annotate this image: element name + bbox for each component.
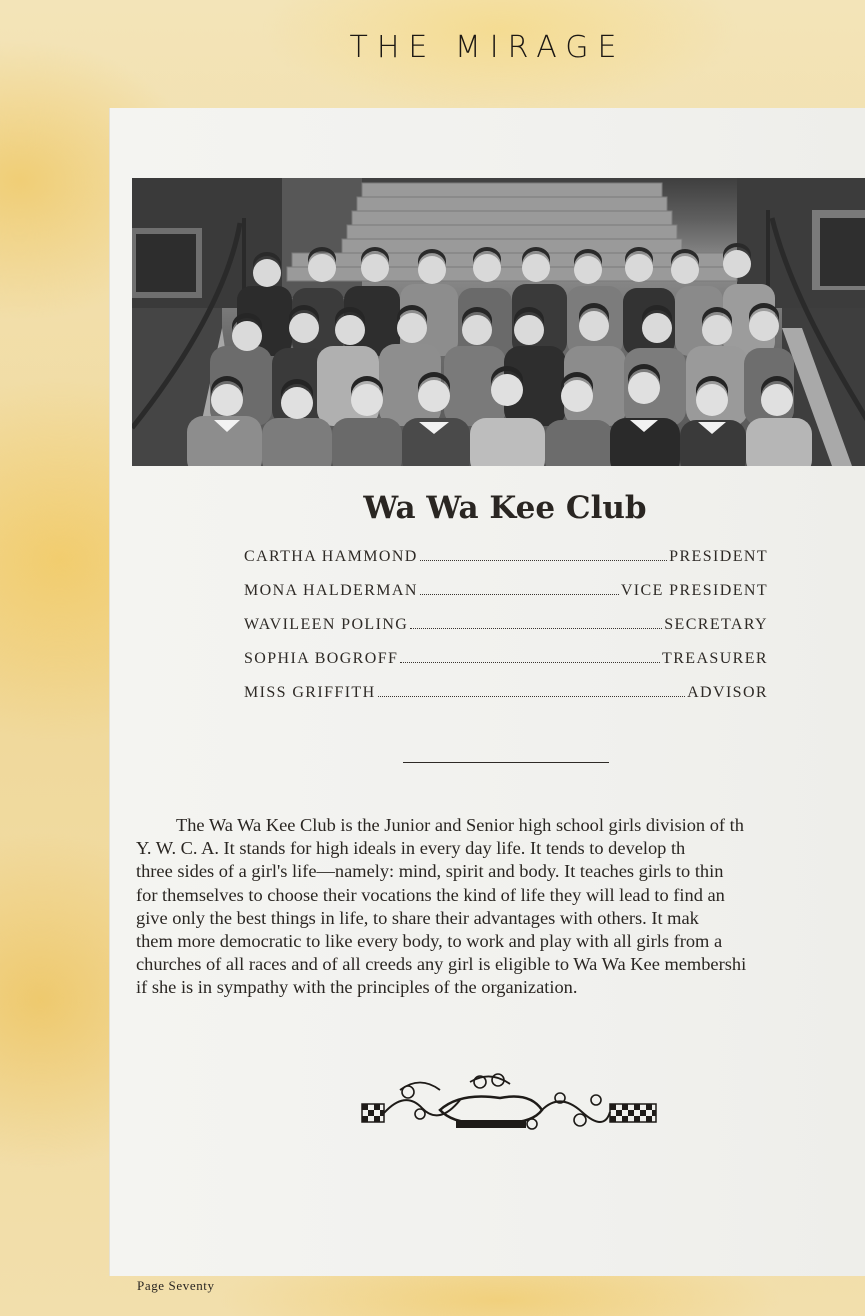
officer-row	[244, 684, 768, 718]
page-number: Page Seventy	[137, 1278, 215, 1293]
officer-row	[244, 582, 768, 616]
group-photo	[132, 178, 865, 466]
officer-row	[244, 616, 768, 650]
paragraph-line: churches of all races and of all creeds any girl is eligible to Wa Wa Kee membershi	[136, 954, 747, 975]
officer-name: MONA HALDERMAN	[244, 582, 418, 599]
paragraph-line: them more democratic to like every body, to work and play with all girls from a	[136, 931, 723, 952]
officer-office: VICE PRESIDENT	[620, 582, 768, 599]
officers-list	[244, 548, 768, 718]
paragraph-line: if she is in sympathy with the principles of the organization.	[136, 977, 578, 998]
officer-office: ADVISOR	[687, 684, 768, 701]
leader-dots	[410, 616, 662, 629]
club-description	[136, 814, 865, 1000]
officer-name: SOPHIA BOGROFF	[244, 650, 399, 667]
officer-name: MISS GRIFFITH	[244, 684, 376, 701]
leader-dots	[378, 684, 686, 697]
paragraph-line: The Wa Wa Kee Club is the Junior and Senior high school girls division of th	[176, 815, 744, 835]
officer-name: WAVILEEN POLING	[244, 616, 409, 633]
officer-office: SECRETARY	[664, 616, 768, 633]
paragraph-line: three sides of a girl's life—namely: mind, spirit and body. It teaches girls to thin	[136, 861, 724, 882]
officer-office: PRESIDENT	[669, 548, 768, 565]
club-title: Wa Wa Kee Club	[363, 490, 647, 526]
officer-row	[244, 548, 768, 582]
paragraph-line: give only the best things in life, to share their advantages with others. It mak	[136, 907, 699, 928]
officer-name: CARTHA HAMMOND	[244, 548, 418, 565]
leader-dots	[400, 650, 660, 663]
floral-ornament-icon	[360, 1070, 660, 1140]
leader-dots	[420, 548, 667, 561]
officer-office: TREASURER	[662, 650, 768, 667]
section-divider	[403, 762, 609, 763]
group-photo-icon	[132, 178, 865, 466]
leader-dots	[420, 582, 619, 595]
officer-row	[244, 650, 768, 684]
header-title: THE MIRAGE	[349, 30, 626, 65]
yearbook-page	[110, 108, 865, 1276]
paragraph-line: Y. W. C. A. It stands for high ideals in every day life. It tends to develop th	[136, 838, 686, 859]
paragraph-line: for themselves to choose their vocations the kind of life they will lead to find an	[136, 884, 725, 905]
